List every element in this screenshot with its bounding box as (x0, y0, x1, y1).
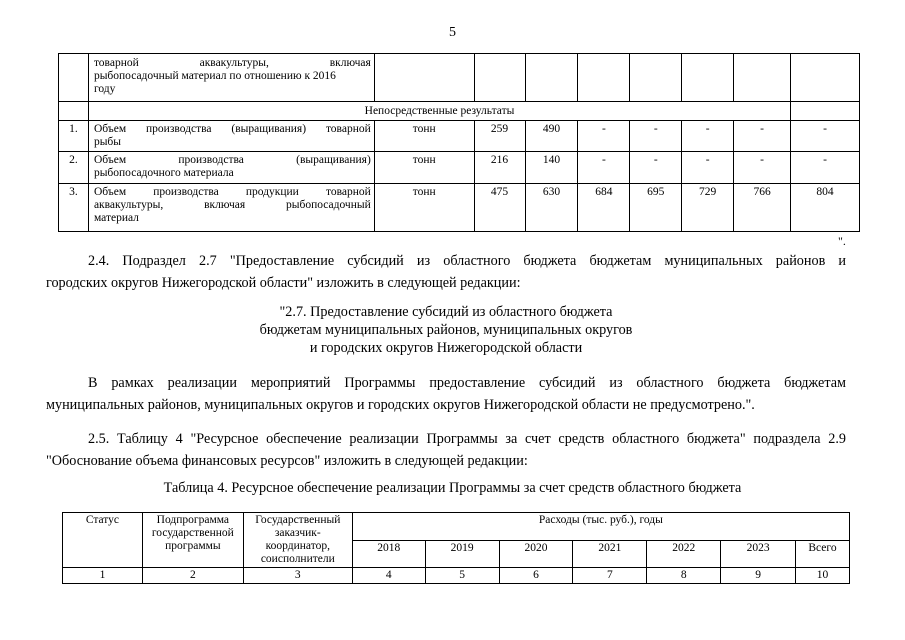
row-number: 1. (59, 121, 89, 152)
value-cell: - (578, 152, 630, 184)
col-number: 7 (573, 568, 647, 584)
value-cell: 490 (525, 121, 578, 152)
row-number: 3. (59, 184, 89, 232)
value-cell: - (578, 121, 630, 152)
unit-cell: тонн (374, 121, 474, 152)
header-year: 2021 (573, 540, 647, 568)
paragraph-no-subsidies: В рамках реализации мероприятий Программы предоставление субсидий из областного бюджета бюджетам муниципальных районов, муниципальных округов и городских округов Нижегородской области не предусмотрено.". (46, 375, 846, 413)
col-number: 2 (142, 568, 243, 584)
paragraph-2-4: 2.4. Подраздел 2.7 "Предоставление субсидий из областного бюджета бюджетам муниципальных районов и городских округов Нижегородской области" изложить в следующей редакции: (46, 253, 846, 291)
value-cell: 695 (630, 184, 682, 232)
value-cell: - (734, 121, 791, 152)
value-cell: - (682, 152, 734, 184)
col-number: 4 (352, 568, 425, 584)
value-cell: - (734, 152, 791, 184)
column-numbers-row (63, 568, 850, 584)
col-number: 9 (721, 568, 796, 584)
col-number: 1 (63, 568, 143, 584)
value-cell: 804 (791, 184, 860, 232)
indicator-name-cell: Объем производства продукции товарной аквакультуры, включая рыбопосадочный материал (88, 184, 374, 232)
value-cell: - (791, 152, 860, 184)
resource-table (62, 512, 850, 584)
value-cell: - (630, 152, 682, 184)
col-number: 5 (425, 568, 499, 584)
value-cell: - (630, 121, 682, 152)
header-expenses: Расходы (тыс. руб.), годы (352, 513, 849, 541)
col-number: 3 (243, 568, 352, 584)
table-row (59, 121, 860, 152)
header-year: 2020 (499, 540, 573, 568)
value-cell: 630 (525, 184, 578, 232)
table-row (59, 54, 860, 102)
section-header: Непосредственные результаты (88, 102, 790, 121)
header-subprogram: Подпрограмма государственной программы (142, 513, 243, 568)
indicator-name-cell: товарной аквакультуры, включая рыбопосадочный материал по отношению к 2016 году (88, 54, 374, 102)
indicator-name-cell: Объем производства (выращивания) товарной рыбы (88, 121, 374, 152)
indicator-name-cell: Объем производства (выращивания) рыбопосадочного материала (88, 152, 374, 184)
value-cell: 766 (734, 184, 791, 232)
header-year: 2018 (352, 540, 425, 568)
closing-quote: ". (838, 234, 846, 248)
table-row (59, 152, 860, 184)
value-cell: - (791, 121, 860, 152)
value-cell: 259 (474, 121, 525, 152)
header-total: Всего (796, 540, 850, 568)
paragraph-2-5: 2.5. Таблицу 4 "Ресурсное обеспечение реализации Программы за счет средств областного бюджета" подраздела 2.9 "Обоснование объема финансовых ресурсов" изложить в следующей редакции: (46, 431, 846, 469)
col-number: 6 (499, 568, 573, 584)
section-heading-2-7: "2.7. Предоставление субсидий из областного бюджета бюджетам муниципальных районов, муниципальных округов и городских округов Нижегородской области (259, 304, 633, 356)
value-cell: 216 (474, 152, 525, 184)
page-number: 5 (449, 25, 456, 40)
col-number: 8 (647, 568, 721, 584)
indicators-table (58, 53, 860, 232)
table-row (59, 102, 860, 121)
row-number: 2. (59, 152, 89, 184)
table-header-row (63, 513, 850, 541)
header-customer: Государственный заказчик- координатор, соисполнители (243, 513, 352, 568)
unit-cell: тонн (374, 152, 474, 184)
header-year: 2022 (647, 540, 721, 568)
header-year: 2019 (425, 540, 499, 568)
header-status: Статус (63, 513, 143, 568)
value-cell: 140 (525, 152, 578, 184)
value-cell: 729 (682, 184, 734, 232)
value-cell: 475 (474, 184, 525, 232)
table-row (59, 184, 860, 232)
table-caption: Таблица 4. Ресурсное обеспечение реализации Программы за счет средств областного бюджета (163, 480, 742, 496)
value-cell: 684 (578, 184, 630, 232)
value-cell: - (682, 121, 734, 152)
col-number: 10 (796, 568, 850, 584)
unit-cell: тонн (374, 184, 474, 232)
header-year: 2023 (721, 540, 796, 568)
